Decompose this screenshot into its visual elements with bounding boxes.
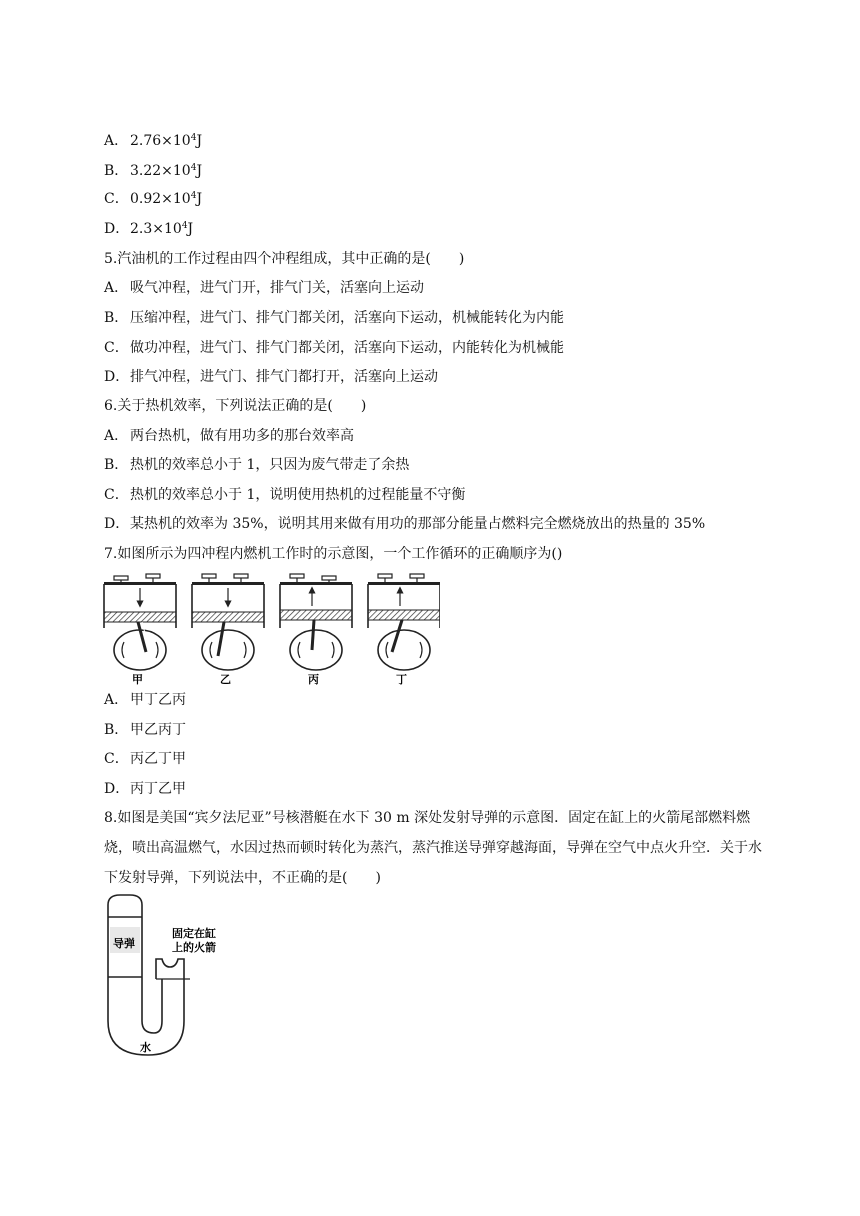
q6-option-d — [104, 514, 705, 534]
option-label: C． — [104, 191, 129, 207]
q4-option-b — [104, 161, 202, 181]
engine-ding — [368, 574, 440, 686]
option-label: A． — [104, 692, 129, 708]
q7-option-b — [104, 720, 186, 740]
water-label: 水 — [140, 1041, 151, 1054]
option-label: C． — [104, 340, 129, 356]
option-text: 两台热机，做有用功多的那台效率高 — [130, 428, 354, 444]
option-label: D． — [104, 516, 130, 532]
option-label: B． — [104, 457, 129, 473]
q7-stem: 7.如图所示为四冲程内燃机工作时的示意图，一个工作循环的正确顺序为() — [104, 546, 563, 562]
option-value: 2.3×10 — [130, 221, 182, 237]
q5-option-d — [104, 367, 438, 387]
option-label: B． — [104, 722, 129, 738]
q5-stem: 5.汽油机的工作过程由四个冲程组成，其中正确的是( ) — [104, 251, 465, 267]
q4-option-a — [104, 131, 202, 151]
option-label: A． — [104, 280, 129, 296]
option-label: A． — [104, 428, 129, 444]
option-label: B． — [104, 310, 129, 326]
option-text: 甲丁乙丙 — [130, 692, 186, 708]
engine-yi — [192, 574, 264, 686]
missile-launch-figure — [100, 893, 230, 1061]
q6-option-b — [104, 455, 409, 475]
rocket-label-line2: 上的火箭 — [172, 941, 216, 954]
q6-option-a — [104, 426, 354, 446]
option-text: 排气冲程，进气门、排气门都打开，活塞向上运动 — [130, 369, 438, 385]
option-unit: J — [196, 191, 203, 207]
engine-bing — [280, 574, 352, 686]
figure-label-yi: 乙 — [220, 673, 231, 686]
option-text: 热机的效率总小于 1，只因为废气带走了余热 — [130, 457, 410, 473]
option-text: 甲乙丙丁 — [130, 722, 186, 738]
option-value: 2.76×10 — [130, 133, 191, 149]
q8-stem: 8.如图是美国“宾夕法尼亚”号核潜艇在水下 30 m 深处发射导弹的示意图．固定在缸上的火箭尾部燃料燃烧，喷出高温燃气，水因过热而顿时转化为蒸汽，蒸汽推送导弹穿越海面，导弹在空气中点火升空．关于水下发射导弹，下列说法中，不正确的是( ) — [104, 810, 762, 886]
rocket-label-line1: 固定在缸 — [172, 927, 216, 940]
option-unit: J — [196, 163, 203, 179]
option-exponent: 4 — [190, 163, 197, 173]
option-label: C． — [104, 751, 129, 767]
option-label: D． — [104, 781, 130, 797]
option-exponent: 4 — [190, 133, 197, 143]
q6-option-c — [104, 485, 465, 505]
figure-label-jia: 甲 — [132, 673, 143, 686]
option-label: C． — [104, 487, 129, 503]
option-text: 吸气冲程，进气门开，排气门关，活塞向上运动 — [130, 280, 424, 296]
option-text: 压缩冲程，进气门、排气门都关闭，活塞向下运动，机械能转化为内能 — [130, 310, 564, 326]
figure-label-bing: 丙 — [308, 673, 319, 686]
option-unit: J — [196, 133, 203, 149]
q5-option-b — [104, 308, 564, 328]
option-exponent: 4 — [190, 191, 197, 201]
q4-option-d — [104, 219, 193, 239]
option-text: 某热机的效率为 35%，说明其用来做有用功的那部分能量占燃料完全燃烧放出的热量的 35% — [130, 516, 706, 532]
option-value: 0.92×10 — [130, 191, 191, 207]
q7-option-a — [104, 690, 186, 710]
q5-option-c — [104, 338, 564, 358]
option-value: 3.22×10 — [130, 163, 191, 179]
option-text: 做功冲程，进气门、排气门都关闭，活塞向下运动，内能转化为机械能 — [130, 340, 564, 356]
q5-option-a — [104, 278, 424, 298]
q6-stem: 6.关于热机效率，下列说法正确的是( ) — [104, 398, 367, 414]
q4-option-c — [104, 189, 202, 209]
option-label: D． — [104, 221, 130, 237]
engine-jia — [104, 574, 176, 686]
option-unit: J — [187, 221, 194, 237]
option-text: 丙丁乙甲 — [130, 781, 186, 797]
missile-label: 导弹 — [113, 937, 135, 950]
option-exponent: 4 — [181, 221, 188, 231]
option-text: 热机的效率总小于 1，说明使用热机的过程能量不守衡 — [130, 487, 466, 503]
option-text: 丙乙丁甲 — [130, 751, 186, 767]
q7-option-d — [104, 779, 186, 799]
figure-label-ding: 丁 — [396, 673, 407, 686]
option-label: B． — [104, 163, 129, 179]
engine-strokes-figure — [100, 570, 440, 686]
option-label: A． — [104, 133, 129, 149]
option-label: D． — [104, 369, 130, 385]
q7-option-c — [104, 749, 186, 769]
